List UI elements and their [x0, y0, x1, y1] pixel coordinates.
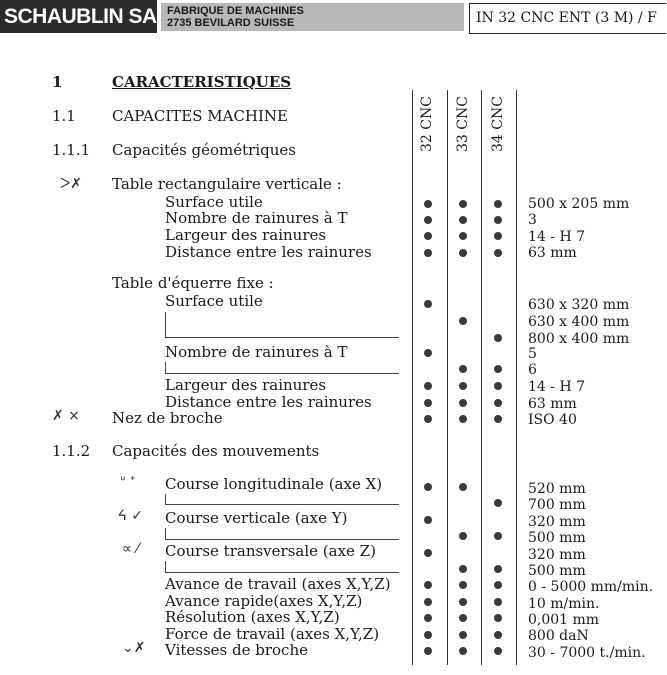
availability-dot: [494, 249, 502, 257]
row-value: 520 mm: [528, 481, 586, 497]
availability-dot: [459, 483, 467, 491]
row-label: Nombre de rainures à T: [165, 209, 348, 227]
availability-dot: [459, 365, 467, 373]
column-header-33: 33 CNC: [455, 96, 471, 152]
availability-dot: [424, 399, 432, 407]
row-value: 3: [528, 212, 537, 228]
company-line-1: FABRIQUE DE MACHINES: [167, 5, 304, 17]
availability-dot: [459, 415, 467, 423]
availability-dot: [459, 317, 467, 325]
subsection-title: CAPACITES MACHINE: [112, 107, 289, 125]
mov-number: 1.1.2: [52, 442, 91, 460]
availability-dot: [494, 614, 502, 622]
availability-dot: [459, 581, 467, 589]
row-value: 0 - 5000 mm/min.: [528, 579, 654, 595]
bracket-line: [165, 572, 399, 573]
availability-dot: [424, 614, 432, 622]
row-label: Largeur des rainures: [165, 376, 327, 394]
availability-dot: [459, 631, 467, 639]
availability-dot: [494, 200, 502, 208]
row-label: Avance de travail (axes X,Y,Z): [165, 575, 391, 593]
row-value: 500 mm: [528, 530, 586, 546]
availability-dot: [424, 249, 432, 257]
column-line: [412, 90, 413, 665]
handwritten-check-mark: ⌄✗: [122, 640, 146, 656]
handwritten-check-mark: ᐳ✗: [60, 176, 82, 192]
row-label: Nez de broche: [112, 409, 223, 427]
row-value: 0,001 mm: [528, 612, 600, 628]
column-header-32: 32 CNC: [419, 96, 435, 152]
availability-dot: [459, 565, 467, 573]
company-info: [161, 3, 464, 31]
availability-dot: [459, 216, 467, 224]
bracket-line: [165, 494, 166, 504]
availability-dot: [424, 549, 432, 557]
column-line: [447, 90, 448, 665]
mov-title: Capacités des mouvements: [112, 442, 320, 460]
row-value: 630 x 400 mm: [528, 314, 630, 330]
availability-dot: [459, 399, 467, 407]
column-line: [481, 90, 482, 665]
availability-dot: [494, 415, 502, 423]
availability-dot: [494, 565, 502, 573]
availability-dot: [459, 232, 467, 240]
availability-dot: [494, 399, 502, 407]
availability-dot: [424, 631, 432, 639]
table-e-title: Table d'équerre fixe :: [112, 274, 274, 292]
availability-dot: [494, 631, 502, 639]
bracket-line: [165, 337, 399, 338]
availability-dot: [459, 249, 467, 257]
bracket-line: [165, 504, 399, 505]
row-value: 800 daN: [528, 628, 589, 644]
section-title: CARACTERISTIQUES: [112, 73, 292, 91]
row-value: 630 x 320 mm: [528, 297, 630, 313]
row-value: 5: [528, 346, 537, 362]
availability-dot: [424, 516, 432, 524]
row-label: Avance rapide(axes X,Y,Z): [165, 592, 363, 610]
availability-dot: [424, 483, 432, 491]
row-value: 6: [528, 362, 537, 378]
row-label: Distance entre les rainures: [165, 393, 372, 411]
availability-dot: [494, 647, 502, 655]
row-value: 10 m/min.: [528, 596, 600, 612]
company-line-2: 2735 BEVILARD SUISSE: [167, 17, 295, 29]
row-label: Force de travail (axes X,Y,Z): [165, 625, 380, 643]
bracket-line: [165, 373, 399, 374]
availability-dot: [424, 300, 432, 308]
brand-logo: SCHAUBLIN SA: [0, 0, 157, 33]
availability-dot: [424, 598, 432, 606]
availability-dot: [494, 598, 502, 606]
availability-dot: [494, 365, 502, 373]
row-label: Course transversale (axe Z): [165, 542, 376, 560]
availability-dot: [494, 499, 502, 507]
geo-title: Capacités géométriques: [112, 141, 296, 159]
bracket-line: [165, 528, 166, 539]
availability-dot: [494, 216, 502, 224]
availability-dot: [459, 532, 467, 540]
availability-dot: [424, 415, 432, 423]
availability-dot: [494, 334, 502, 342]
bracket-line: [165, 539, 399, 540]
availability-dot: [424, 200, 432, 208]
row-label: Largeur des rainures: [165, 226, 327, 244]
row-value: 700 mm: [528, 497, 586, 513]
row-value: 30 - 7000 t./min.: [528, 645, 646, 661]
availability-dot: [459, 598, 467, 606]
availability-dot: [424, 382, 432, 390]
handwritten-check-mark: ✗ ×: [52, 408, 80, 424]
availability-dot: [459, 200, 467, 208]
subsection-number: 1.1: [52, 107, 76, 125]
availability-dot: [459, 614, 467, 622]
handwritten-check-mark: ᔦ ✓: [118, 508, 143, 524]
row-value: 320 mm: [528, 547, 586, 563]
row-value: 500 x 205 mm: [528, 196, 630, 212]
availability-dot: [494, 232, 502, 240]
availability-dot: [424, 647, 432, 655]
row-value: 63 mm: [528, 396, 577, 412]
row-label: Résolution (axes X,Y,Z): [165, 608, 340, 626]
availability-dot: [424, 349, 432, 357]
row-label: Vitesses de broche: [165, 641, 308, 659]
availability-dot: [424, 216, 432, 224]
row-label: Course verticale (axe Y): [165, 509, 348, 527]
availability-dot: [424, 581, 432, 589]
bracket-line: [165, 362, 166, 373]
document-reference: IN 32 CNC ENT (3 M) / F: [469, 3, 666, 34]
geo-number: 1.1.1: [52, 141, 91, 159]
row-label: Nombre de rainures à T: [165, 343, 348, 361]
row-value: 14 - H 7: [528, 229, 586, 245]
availability-dot: [424, 232, 432, 240]
row-label: Surface utile: [165, 193, 263, 211]
handwritten-check-mark: ᐡ ᕀ: [120, 474, 136, 490]
bracket-line: [165, 312, 166, 337]
handwritten-check-mark: ∝ ⁄: [122, 541, 139, 557]
availability-dot: [494, 532, 502, 540]
availability-dot: [459, 382, 467, 390]
availability-dot: [459, 647, 467, 655]
row-value: 500 mm: [528, 563, 586, 579]
column-line: [516, 90, 517, 665]
row-label: Course longitudinale (axe X): [165, 475, 383, 493]
table-v-title: Table rectangulaire verticale :: [112, 175, 342, 193]
column-header-34: 34 CNC: [490, 96, 506, 152]
section-number: 1: [52, 73, 63, 91]
availability-dot: [494, 581, 502, 589]
row-value: 63 mm: [528, 245, 577, 261]
availability-dot: [494, 382, 502, 390]
row-value: 320 mm: [528, 514, 586, 530]
row-label: Distance entre les rainures: [165, 243, 372, 261]
row-value: 800 x 400 mm: [528, 331, 630, 347]
bracket-line: [165, 561, 166, 572]
row-value: ISO 40: [528, 412, 577, 428]
row-label: Surface utile: [165, 292, 263, 310]
row-value: 14 - H 7: [528, 379, 586, 395]
